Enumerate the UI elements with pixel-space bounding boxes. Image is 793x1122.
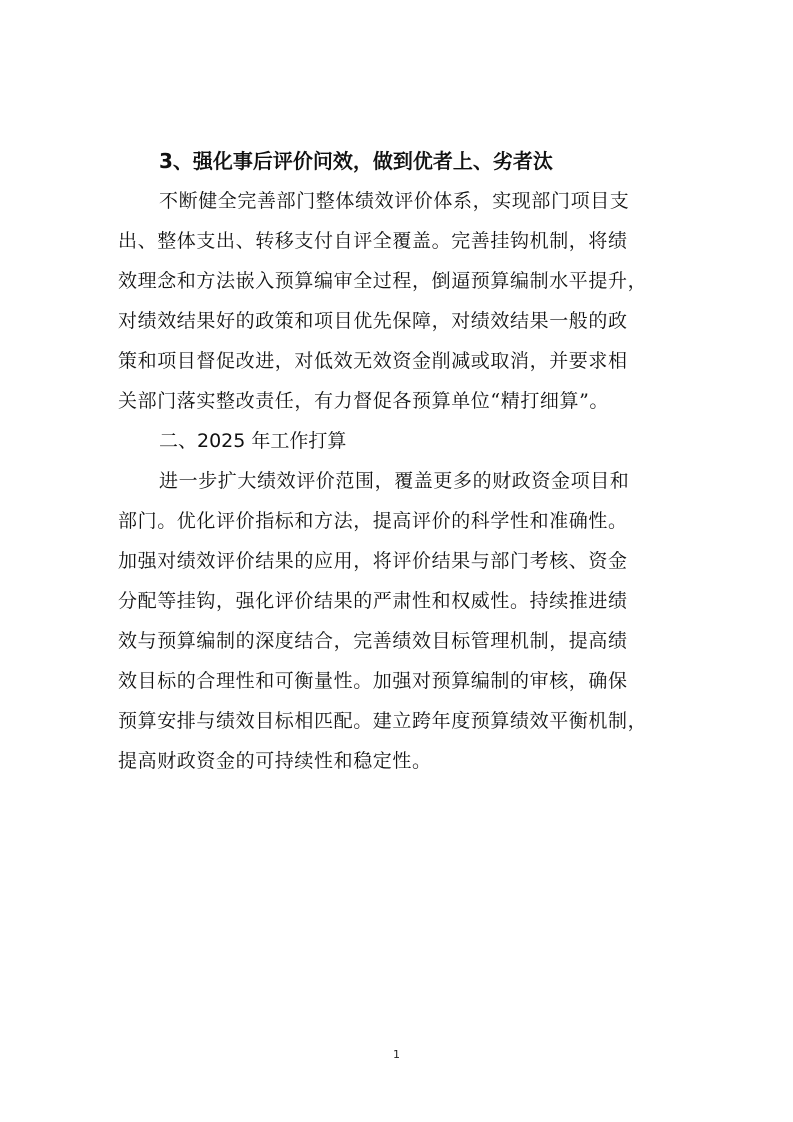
paragraph-line: 不断健全完善部门整体绩效评价体系，实现部门项目支 — [159, 190, 630, 212]
section-3-paragraph — [118, 181, 690, 421]
paragraph-line: 加强对绩效评价结果的应用，将评价结果与部门考核、资金 — [118, 550, 628, 572]
section-2-heading: 二、2025 年工作打算 — [159, 430, 347, 452]
paragraph-line: 部门。优化评价指标和方法，提高评价的科学性和准确性。 — [118, 510, 628, 532]
paragraph-line: 对绩效结果好的政策和项目优先保障，对绩效结果一般的政 — [118, 310, 628, 332]
paragraph-line: 效理念和方法嵌入预算编审全过程，倒逼预算编制水平提升， — [118, 270, 648, 292]
paragraph-line: 策和项目督促改进，对低效无效资金削减或取消，并要求相 — [118, 350, 628, 372]
paragraph-line: 关部门落实整改责任，有力督促各预算单位“精打细算”。 — [118, 390, 610, 412]
page-number: 1 — [393, 1048, 400, 1061]
paragraph-line: 预算安排与绩效目标相匹配。建立跨年度预算绩效平衡机制， — [118, 710, 648, 732]
paragraph-line: 效目标的合理性和可衡量性。加强对预算编制的审核，确保 — [118, 670, 628, 692]
paragraph-line: 提高财政资金的可持续性和稳定性。 — [118, 750, 432, 772]
paragraph-line: 效与预算编制的深度结合，完善绩效目标管理机制，提高绩 — [118, 630, 628, 652]
section-3-heading: 3、强化事后评价问效，做到优者上、劣者汰 — [159, 149, 553, 173]
paragraph-line: 出、整体支出、转移支付自评全覆盖。完善挂钩机制，将绩 — [118, 230, 628, 252]
paragraph-line: 分配等挂钩，强化评价结果的严肃性和权威性。持续推进绩 — [118, 590, 628, 612]
section-2-paragraph — [118, 461, 690, 781]
page-content — [118, 141, 690, 781]
paragraph-line: 进一步扩大绩效评价范围，覆盖更多的财政资金项目和 — [159, 470, 630, 492]
